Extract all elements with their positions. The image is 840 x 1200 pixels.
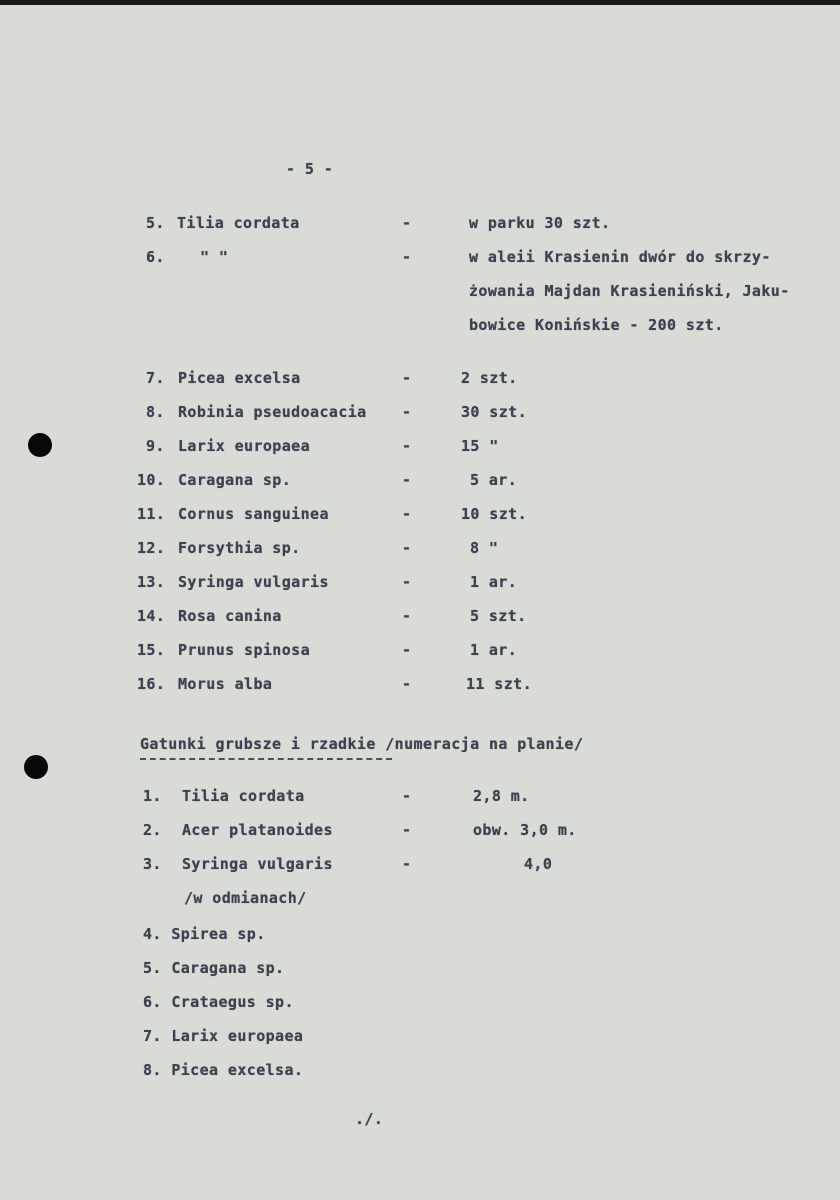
separator-dash: - (402, 369, 412, 387)
species-name: Syringa vulgaris (182, 855, 333, 873)
item-number: 6. (143, 993, 162, 1011)
separator-dash: - (402, 437, 412, 455)
species-note: /w odmianach/ (184, 889, 307, 907)
quantity-value: w aleii Krasienin dwór do skrzy- (469, 248, 771, 266)
separator-dash: - (402, 641, 412, 659)
section-heading (140, 735, 583, 753)
species-name: Cornus sanguinea (178, 505, 329, 523)
species-name: Picea excelsa (178, 369, 301, 387)
quantity-value: 1 ar. (470, 573, 518, 591)
quantity-value: w parku 30 szt. (469, 214, 611, 232)
quantity-value: 1 ar. (470, 641, 518, 659)
quantity-value: żowania Majdan Krasieniński, Jaku- (469, 282, 790, 300)
item-number: 9. (146, 437, 165, 455)
species-name: Spirea sp. (171, 925, 266, 943)
item-number: 16. (137, 675, 166, 693)
species-name: Acer platanoides (182, 821, 333, 839)
quantity-value: 11 szt. (466, 675, 533, 693)
species-name: Rosa canina (178, 607, 282, 625)
separator-dash: - (402, 787, 412, 805)
item-number: 4. (143, 925, 162, 943)
separator-dash: - (402, 248, 412, 266)
quantity-value: bowice Konińskie - 200 szt. (469, 316, 724, 334)
species-name: Forsythia sp. (178, 539, 301, 557)
species-name: " " (200, 248, 229, 266)
quantity-value: 15 " (461, 437, 499, 455)
punch-hole-top (28, 433, 52, 457)
quantity-value: 8 " (470, 539, 499, 557)
species-name: Caragana sp. (178, 471, 292, 489)
species-name: Picea excelsa. (171, 1061, 304, 1079)
measurement-value: obw. 3,0 m. (473, 821, 577, 839)
list-item (143, 993, 294, 1011)
quantity-value: 5 szt. (470, 607, 527, 625)
item-number: 5. (146, 214, 165, 232)
list-item (143, 1027, 303, 1045)
item-number: 11. (137, 505, 166, 523)
species-name: Crataegus sp. (171, 993, 294, 1011)
quantity-value: 2 szt. (461, 369, 518, 387)
punch-hole-bottom (24, 755, 48, 779)
item-number: 6. (146, 248, 165, 266)
species-name: Tilia cordata (177, 214, 300, 232)
item-number: 1. (143, 787, 162, 805)
section-title: Gatunki grubsze i rzadkie (140, 735, 376, 753)
separator-dash: - (402, 855, 412, 873)
item-number: 5. (143, 959, 162, 977)
heading-underline (140, 758, 392, 760)
species-name: Morus alba (178, 675, 273, 693)
measurement-value: 4,0 (524, 855, 553, 873)
section-note: /numeracja na planie/ (385, 735, 584, 753)
quantity-value: 10 szt. (461, 505, 528, 523)
separator-dash: - (402, 471, 412, 489)
continuation-mark: ./. (355, 1110, 384, 1128)
item-number: 8. (146, 403, 165, 421)
item-number: 12. (137, 539, 166, 557)
species-name: Syringa vulgaris (178, 573, 329, 591)
item-number: 2. (143, 821, 162, 839)
measurement-value: 2,8 m. (473, 787, 530, 805)
item-number: 8. (143, 1061, 162, 1079)
species-name: Robinia pseudoacacia (178, 403, 367, 421)
separator-dash: - (402, 403, 412, 421)
list-item (143, 959, 284, 977)
item-number: 7. (143, 1027, 162, 1045)
page-number: - 5 - (286, 160, 334, 178)
separator-dash: - (402, 505, 412, 523)
separator-dash: - (402, 214, 412, 232)
item-number: 13. (137, 573, 166, 591)
scan-top-edge (0, 0, 840, 5)
item-number: 14. (137, 607, 166, 625)
separator-dash: - (402, 607, 412, 625)
species-name: Caragana sp. (171, 959, 285, 977)
species-name: Prunus spinosa (178, 641, 311, 659)
item-number: 15. (137, 641, 166, 659)
quantity-value: 30 szt. (461, 403, 528, 421)
list-item (143, 1061, 303, 1079)
species-name: Larix europaea (178, 437, 311, 455)
separator-dash: - (402, 675, 412, 693)
species-name: Larix europaea (171, 1027, 304, 1045)
list-item (143, 925, 266, 943)
quantity-value: 5 ar. (470, 471, 518, 489)
item-number: 10. (137, 471, 166, 489)
separator-dash: - (402, 539, 412, 557)
separator-dash: - (402, 821, 412, 839)
species-name: Tilia cordata (182, 787, 305, 805)
item-number: 7. (146, 369, 165, 387)
item-number: 3. (143, 855, 162, 873)
separator-dash: - (402, 573, 412, 591)
